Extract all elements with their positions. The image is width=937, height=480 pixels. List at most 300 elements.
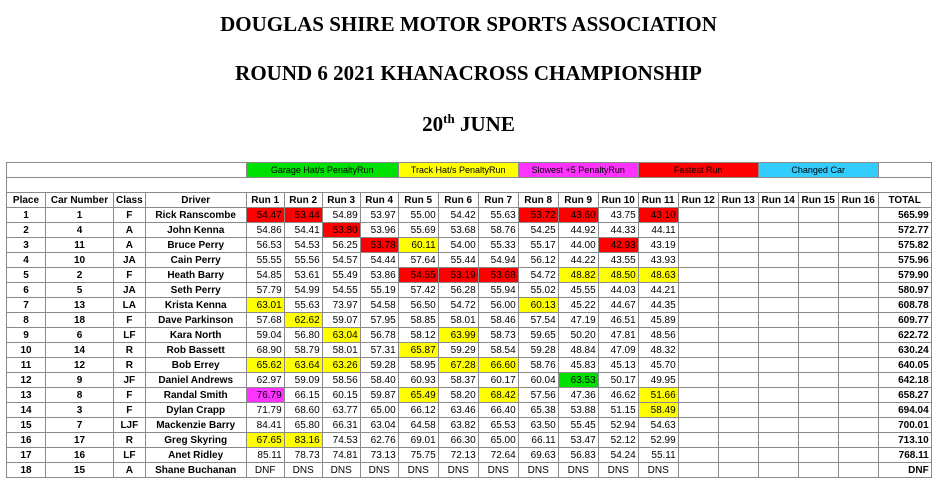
table-row xyxy=(7,463,932,478)
total-cell: 630.24 xyxy=(878,343,931,358)
run-cell xyxy=(798,253,838,268)
column-header: Class xyxy=(114,193,146,208)
run-cell: 58.37 xyxy=(438,373,478,388)
run-cell xyxy=(678,433,718,448)
run-cell xyxy=(838,298,878,313)
run-cell xyxy=(718,238,758,253)
run-cell xyxy=(678,208,718,223)
total-cell: 768.11 xyxy=(878,448,931,463)
run-cell: DNF xyxy=(246,463,284,478)
run-cell xyxy=(678,463,718,478)
column-header: Run 10 xyxy=(598,193,638,208)
run-cell: 72.64 xyxy=(478,448,518,463)
driver-cell: Daniel Andrews xyxy=(145,373,246,388)
run-cell: DNS xyxy=(638,463,678,478)
column-header: Run 9 xyxy=(558,193,598,208)
header-row xyxy=(7,193,932,208)
run-cell xyxy=(718,328,758,343)
run-cell xyxy=(798,418,838,433)
run-cell: 54.94 xyxy=(478,253,518,268)
table-row xyxy=(7,388,932,403)
run-cell: 44.22 xyxy=(558,253,598,268)
run-cell: 47.81 xyxy=(598,328,638,343)
column-header: Run 5 xyxy=(398,193,438,208)
run-cell: 58.49 xyxy=(638,403,678,418)
run-cell: 85.11 xyxy=(246,448,284,463)
run-cell: 53.97 xyxy=(360,208,398,223)
driver-cell: Shane Buchanan xyxy=(145,463,246,478)
run-cell: 78.73 xyxy=(284,448,322,463)
legend-garage-penalty: Garage Hat/s PenaltyRun xyxy=(246,163,398,178)
run-cell xyxy=(678,223,718,238)
place-cell: 12 xyxy=(7,373,46,388)
place-cell: 9 xyxy=(7,328,46,343)
car-number-cell: 17 xyxy=(46,433,114,448)
run-cell xyxy=(798,238,838,253)
run-cell xyxy=(798,343,838,358)
run-cell: 53.80 xyxy=(322,223,360,238)
run-cell: 57.95 xyxy=(360,313,398,328)
run-cell: 66.30 xyxy=(438,433,478,448)
run-cell: 59.09 xyxy=(284,373,322,388)
run-cell: 59.87 xyxy=(360,388,398,403)
run-cell xyxy=(678,313,718,328)
run-cell: 48.50 xyxy=(598,268,638,283)
date-suffix: th xyxy=(443,111,455,126)
run-cell: 58.56 xyxy=(322,373,360,388)
run-cell: 58.95 xyxy=(398,358,438,373)
run-cell xyxy=(838,358,878,373)
run-cell: 55.94 xyxy=(478,283,518,298)
run-cell: 54.47 xyxy=(246,208,284,223)
total-cell: 713.10 xyxy=(878,433,931,448)
car-number-cell: 14 xyxy=(46,343,114,358)
total-cell: 572.77 xyxy=(878,223,931,238)
run-cell xyxy=(838,268,878,283)
run-cell xyxy=(678,268,718,283)
run-cell: 65.49 xyxy=(398,388,438,403)
run-cell: 63.77 xyxy=(322,403,360,418)
total-cell: 579.90 xyxy=(878,268,931,283)
total-cell: 640.05 xyxy=(878,358,931,373)
column-header: Run 16 xyxy=(838,193,878,208)
run-cell: 65.00 xyxy=(360,403,398,418)
run-cell: 53.61 xyxy=(284,268,322,283)
run-cell: 54.53 xyxy=(284,238,322,253)
column-header: Run 14 xyxy=(758,193,798,208)
run-cell xyxy=(678,418,718,433)
driver-cell: Kara North xyxy=(145,328,246,343)
table-row xyxy=(7,358,932,373)
legend-slowest-penalty: Slowest +5 PenaltyRun xyxy=(518,163,638,178)
run-cell: 54.42 xyxy=(438,208,478,223)
run-cell: 55.69 xyxy=(398,223,438,238)
total-cell: DNF xyxy=(878,463,931,478)
column-header: Run 13 xyxy=(718,193,758,208)
run-cell: 55.00 xyxy=(398,208,438,223)
run-cell: 56.50 xyxy=(398,298,438,313)
run-cell: 58.20 xyxy=(438,388,478,403)
run-cell xyxy=(838,418,878,433)
blank-row xyxy=(7,178,932,193)
run-cell xyxy=(718,463,758,478)
run-cell: 57.56 xyxy=(518,388,558,403)
run-cell: 45.22 xyxy=(558,298,598,313)
run-cell: 68.90 xyxy=(246,343,284,358)
car-number-cell: 9 xyxy=(46,373,114,388)
class-cell: F xyxy=(114,388,146,403)
run-cell: 54.25 xyxy=(518,223,558,238)
car-number-cell: 16 xyxy=(46,448,114,463)
run-cell: 53.68 xyxy=(438,223,478,238)
class-cell: F xyxy=(114,268,146,283)
date-month: JUNE xyxy=(454,112,515,136)
run-cell: 54.72 xyxy=(438,298,478,313)
association-title: DOUGLAS SHIRE MOTOR SPORTS ASSOCIATION xyxy=(220,12,717,36)
place-cell: 6 xyxy=(7,283,46,298)
run-cell: 55.63 xyxy=(284,298,322,313)
class-cell: F xyxy=(114,208,146,223)
run-cell: 54.00 xyxy=(438,238,478,253)
driver-cell: Mackenzie Barry xyxy=(145,418,246,433)
run-cell xyxy=(838,238,878,253)
run-cell: 62.76 xyxy=(360,433,398,448)
column-header: Car Number xyxy=(46,193,114,208)
run-cell xyxy=(758,283,798,298)
blank-cell xyxy=(7,178,932,193)
run-cell: 67.65 xyxy=(246,433,284,448)
run-cell xyxy=(758,343,798,358)
run-cell: 63.82 xyxy=(438,418,478,433)
place-cell: 7 xyxy=(7,298,46,313)
run-cell: 54.55 xyxy=(398,268,438,283)
driver-cell: Dave Parkinson xyxy=(145,313,246,328)
run-cell: 44.21 xyxy=(638,283,678,298)
run-cell xyxy=(798,373,838,388)
run-cell: 63.01 xyxy=(246,298,284,313)
run-cell: 65.62 xyxy=(246,358,284,373)
run-cell xyxy=(838,328,878,343)
run-cell xyxy=(798,223,838,238)
run-cell xyxy=(718,298,758,313)
place-cell: 5 xyxy=(7,268,46,283)
class-cell: A xyxy=(114,463,146,478)
run-cell: 74.81 xyxy=(322,448,360,463)
driver-cell: Dylan Crapp xyxy=(145,403,246,418)
run-cell: 53.47 xyxy=(558,433,598,448)
column-header: Run 1 xyxy=(246,193,284,208)
run-cell: 54.41 xyxy=(284,223,322,238)
run-cell: 74.53 xyxy=(322,433,360,448)
run-cell xyxy=(718,208,758,223)
run-cell xyxy=(678,358,718,373)
run-cell xyxy=(758,418,798,433)
run-cell: 50.17 xyxy=(598,373,638,388)
run-cell xyxy=(718,343,758,358)
run-cell: 48.56 xyxy=(638,328,678,343)
run-cell xyxy=(838,253,878,268)
run-cell: 65.38 xyxy=(518,403,558,418)
run-cell xyxy=(718,388,758,403)
run-cell xyxy=(758,253,798,268)
run-cell: 73.13 xyxy=(360,448,398,463)
run-cell xyxy=(838,448,878,463)
class-cell: JA xyxy=(114,283,146,298)
total-cell: 622.72 xyxy=(878,328,931,343)
run-cell: 47.19 xyxy=(558,313,598,328)
table-row xyxy=(7,403,932,418)
run-cell: 57.42 xyxy=(398,283,438,298)
car-number-cell: 12 xyxy=(46,358,114,373)
run-cell xyxy=(758,448,798,463)
run-cell xyxy=(758,268,798,283)
class-cell: JF xyxy=(114,373,146,388)
run-cell: 58.79 xyxy=(284,343,322,358)
run-cell xyxy=(678,373,718,388)
run-cell: 56.00 xyxy=(478,298,518,313)
run-cell: 66.15 xyxy=(284,388,322,403)
column-header: Run 8 xyxy=(518,193,558,208)
column-header: Run 12 xyxy=(678,193,718,208)
place-cell: 17 xyxy=(7,448,46,463)
run-cell xyxy=(718,433,758,448)
car-number-cell: 5 xyxy=(46,283,114,298)
run-cell xyxy=(718,223,758,238)
run-cell: 58.54 xyxy=(478,343,518,358)
run-cell: 55.33 xyxy=(478,238,518,253)
run-cell: 75.75 xyxy=(398,448,438,463)
run-cell: 53.72 xyxy=(518,208,558,223)
run-cell: 59.28 xyxy=(518,343,558,358)
run-cell: 44.33 xyxy=(598,223,638,238)
class-cell: LF xyxy=(114,328,146,343)
run-cell: DNS xyxy=(518,463,558,478)
run-cell: 44.67 xyxy=(598,298,638,313)
run-cell xyxy=(758,463,798,478)
run-cell: 45.70 xyxy=(638,358,678,373)
run-cell xyxy=(718,358,758,373)
car-number-cell: 11 xyxy=(46,238,114,253)
total-cell: 609.77 xyxy=(878,313,931,328)
run-cell xyxy=(838,208,878,223)
run-cell xyxy=(798,448,838,463)
car-number-cell: 4 xyxy=(46,223,114,238)
table-row xyxy=(7,298,932,313)
run-cell: 60.93 xyxy=(398,373,438,388)
run-cell: 63.46 xyxy=(438,403,478,418)
run-cell: 56.25 xyxy=(322,238,360,253)
run-cell: 59.04 xyxy=(246,328,284,343)
table-row xyxy=(7,223,932,238)
place-cell: 11 xyxy=(7,358,46,373)
car-number-cell: 13 xyxy=(46,298,114,313)
run-cell: 45.83 xyxy=(558,358,598,373)
run-cell: 55.02 xyxy=(518,283,558,298)
run-cell xyxy=(678,343,718,358)
table-row xyxy=(7,418,932,433)
class-cell: LA xyxy=(114,298,146,313)
run-cell: 53.86 xyxy=(360,268,398,283)
run-cell xyxy=(718,253,758,268)
run-cell: 45.89 xyxy=(638,313,678,328)
run-cell xyxy=(718,418,758,433)
driver-cell: Greg Skyring xyxy=(145,433,246,448)
driver-cell: Bruce Perry xyxy=(145,238,246,253)
run-cell: 66.40 xyxy=(478,403,518,418)
run-cell: 43.55 xyxy=(598,253,638,268)
car-number-cell: 15 xyxy=(46,463,114,478)
total-cell: 658.27 xyxy=(878,388,931,403)
run-cell: 47.09 xyxy=(598,343,638,358)
run-cell xyxy=(798,208,838,223)
run-cell: 54.89 xyxy=(322,208,360,223)
class-cell: A xyxy=(114,238,146,253)
run-cell: 57.79 xyxy=(246,283,284,298)
run-cell: 54.99 xyxy=(284,283,322,298)
run-cell: 53.44 xyxy=(284,208,322,223)
run-cell: 60.13 xyxy=(518,298,558,313)
run-cell xyxy=(678,403,718,418)
run-cell: 63.04 xyxy=(360,418,398,433)
run-cell xyxy=(838,403,878,418)
car-number-cell: 8 xyxy=(46,388,114,403)
run-cell: 54.63 xyxy=(638,418,678,433)
total-cell: 642.18 xyxy=(878,373,931,388)
run-cell xyxy=(758,373,798,388)
run-cell: 53.88 xyxy=(558,403,598,418)
class-cell: R xyxy=(114,358,146,373)
car-number-cell: 18 xyxy=(46,313,114,328)
run-cell: 84.41 xyxy=(246,418,284,433)
run-cell: 45.13 xyxy=(598,358,638,373)
place-cell: 15 xyxy=(7,418,46,433)
run-cell: 54.72 xyxy=(518,268,558,283)
run-cell: 56.78 xyxy=(360,328,398,343)
table-row xyxy=(7,313,932,328)
run-cell: 43.10 xyxy=(638,208,678,223)
run-cell xyxy=(718,313,758,328)
place-cell: 10 xyxy=(7,343,46,358)
column-header: Run 15 xyxy=(798,193,838,208)
run-cell: 68.42 xyxy=(478,388,518,403)
run-cell: 54.57 xyxy=(322,253,360,268)
run-cell: 49.95 xyxy=(638,373,678,388)
legend-fastest-run: Fastest Run xyxy=(638,163,758,178)
run-cell xyxy=(798,433,838,448)
run-cell: 53.96 xyxy=(360,223,398,238)
run-cell xyxy=(798,358,838,373)
run-cell: 65.53 xyxy=(478,418,518,433)
run-cell: 62.62 xyxy=(284,313,322,328)
run-cell: 48.82 xyxy=(558,268,598,283)
event-date xyxy=(0,112,937,137)
run-cell: 58.12 xyxy=(398,328,438,343)
run-cell xyxy=(678,253,718,268)
run-cell: 62.97 xyxy=(246,373,284,388)
driver-cell: Cain Perry xyxy=(145,253,246,268)
run-cell xyxy=(678,283,718,298)
run-cell: 76.79 xyxy=(246,388,284,403)
column-header: Run 3 xyxy=(322,193,360,208)
run-cell: 54.55 xyxy=(322,283,360,298)
run-cell xyxy=(758,403,798,418)
run-cell: 67.28 xyxy=(438,358,478,373)
run-cell: 68.60 xyxy=(284,403,322,418)
championship-title: ROUND 6 2021 KHANACROSS CHAMPIONSHIP xyxy=(235,61,702,85)
run-cell: 59.28 xyxy=(360,358,398,373)
place-cell: 16 xyxy=(7,433,46,448)
driver-cell: Heath Barry xyxy=(145,268,246,283)
run-cell: DNS xyxy=(360,463,398,478)
run-cell: 66.12 xyxy=(398,403,438,418)
run-cell: DNS xyxy=(598,463,638,478)
run-cell xyxy=(838,343,878,358)
place-cell: 2 xyxy=(7,223,46,238)
run-cell: 58.46 xyxy=(478,313,518,328)
run-cell: 58.85 xyxy=(398,313,438,328)
run-cell xyxy=(758,298,798,313)
column-header: Run 2 xyxy=(284,193,322,208)
run-cell: 44.00 xyxy=(558,238,598,253)
run-cell: 57.64 xyxy=(398,253,438,268)
run-cell xyxy=(838,373,878,388)
place-cell: 14 xyxy=(7,403,46,418)
run-cell: 54.85 xyxy=(246,268,284,283)
run-cell xyxy=(838,223,878,238)
run-cell xyxy=(838,463,878,478)
run-cell xyxy=(678,328,718,343)
run-cell: 55.55 xyxy=(246,253,284,268)
run-cell: 57.54 xyxy=(518,313,558,328)
run-cell: DNS xyxy=(398,463,438,478)
run-cell xyxy=(798,328,838,343)
run-cell: 58.01 xyxy=(438,313,478,328)
run-cell xyxy=(798,268,838,283)
run-cell: 59.65 xyxy=(518,328,558,343)
table-row xyxy=(7,238,932,253)
class-cell: R xyxy=(114,433,146,448)
run-cell: 46.51 xyxy=(598,313,638,328)
class-cell: LF xyxy=(114,448,146,463)
run-cell: 43.19 xyxy=(638,238,678,253)
total-cell: 565.99 xyxy=(878,208,931,223)
run-cell: 53.78 xyxy=(360,238,398,253)
run-cell xyxy=(758,313,798,328)
run-cell xyxy=(798,298,838,313)
run-cell: 73.97 xyxy=(322,298,360,313)
run-cell: 66.11 xyxy=(518,433,558,448)
run-cell: 46.62 xyxy=(598,388,638,403)
run-cell: DNS xyxy=(322,463,360,478)
class-cell: F xyxy=(114,313,146,328)
place-cell: 13 xyxy=(7,388,46,403)
run-cell: 55.17 xyxy=(518,238,558,253)
date-day: 20 xyxy=(422,112,444,136)
run-cell: 63.53 xyxy=(558,373,598,388)
run-cell xyxy=(678,448,718,463)
run-cell: 51.15 xyxy=(598,403,638,418)
run-cell: 65.80 xyxy=(284,418,322,433)
run-cell: 60.15 xyxy=(322,388,360,403)
run-cell: 47.36 xyxy=(558,388,598,403)
run-cell: 83.16 xyxy=(284,433,322,448)
run-cell: 53.68 xyxy=(478,268,518,283)
run-cell: 56.83 xyxy=(558,448,598,463)
run-cell: 56.12 xyxy=(518,253,558,268)
run-cell: 60.11 xyxy=(398,238,438,253)
column-header: Run 11 xyxy=(638,193,678,208)
driver-cell: John Kenna xyxy=(145,223,246,238)
